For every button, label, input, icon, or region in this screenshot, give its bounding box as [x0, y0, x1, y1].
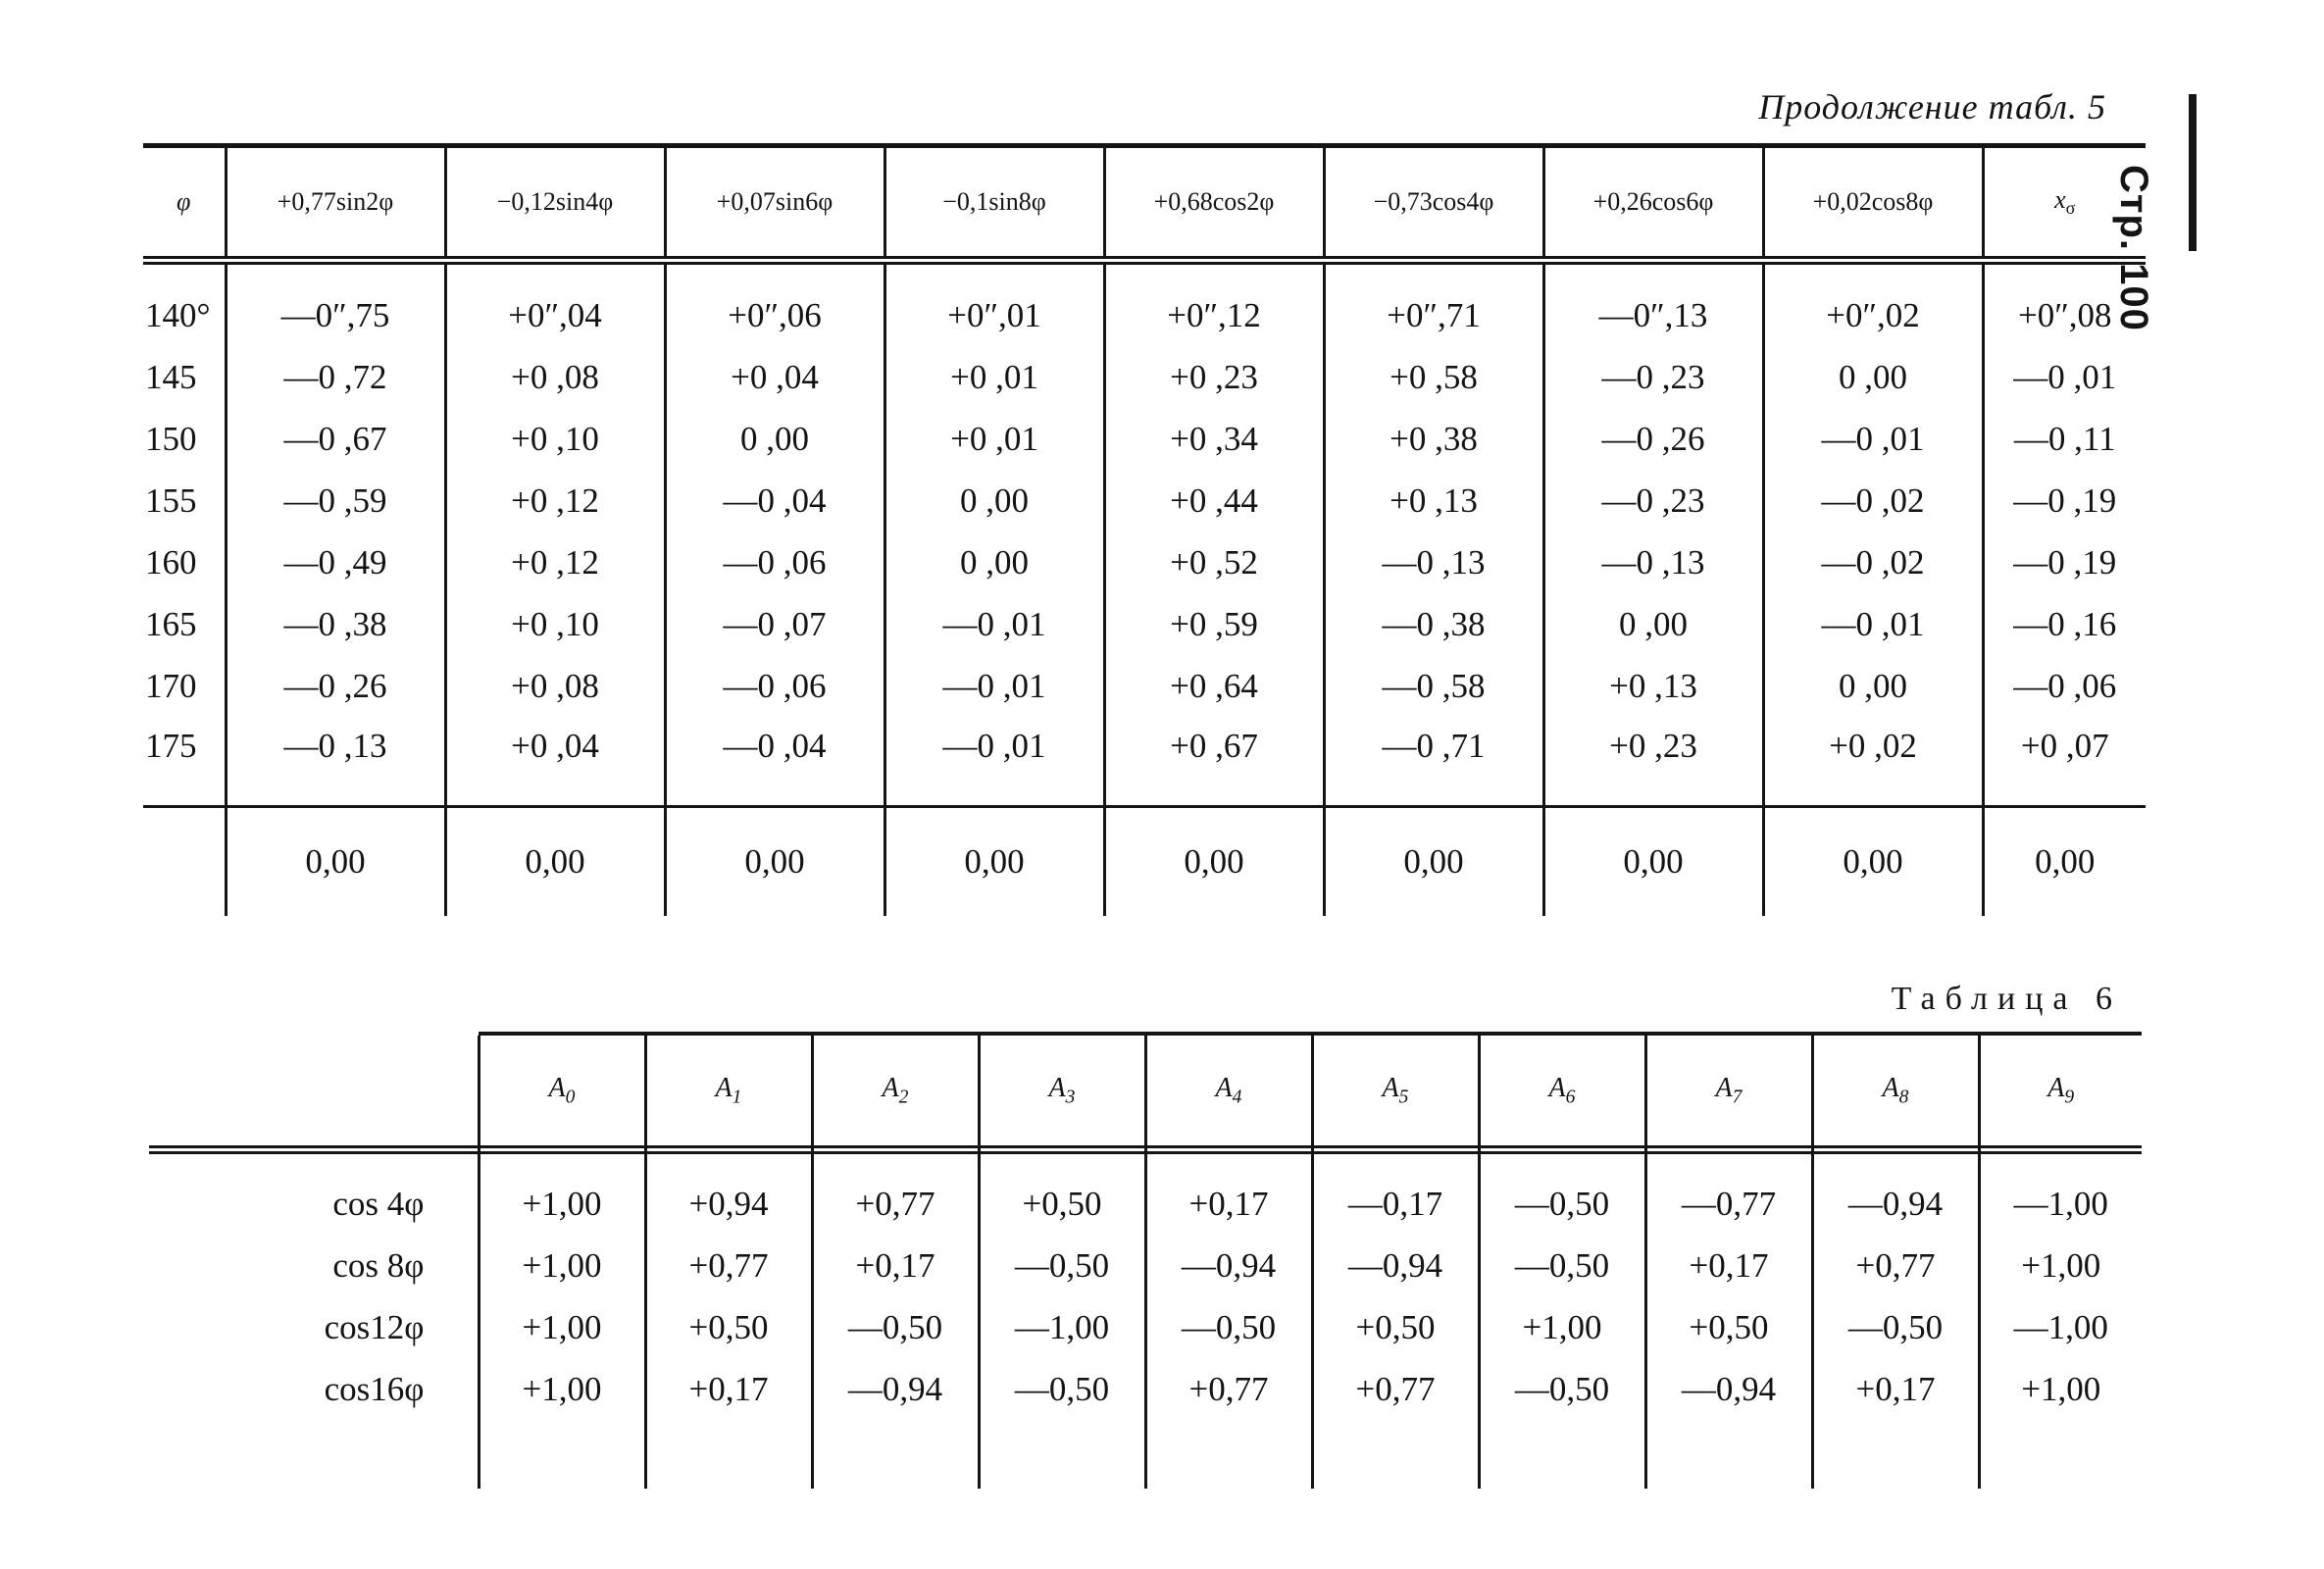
table5-header-cell: +0,07sin6φ: [665, 146, 884, 261]
table5-value-cell: 0 ,00: [884, 470, 1104, 531]
table6-value-cell: —0,17: [1312, 1145, 1479, 1235]
table5-value-cell: —0 ,01: [884, 655, 1104, 717]
table5-total-cell: 0,00: [665, 807, 884, 917]
table5-header-x: x: [2054, 184, 2066, 214]
table5-value-cell: +0 ,04: [665, 346, 884, 408]
table6-value-cell: +0,77: [645, 1235, 812, 1296]
table5-value-cell: —0 ,07: [665, 593, 884, 655]
table6-header-sub: 6: [1565, 1087, 1576, 1108]
table5-value-cell: —0 ,06: [1983, 655, 2146, 717]
table6-value-cell: —0,50: [1145, 1296, 1312, 1358]
table6-row-label: cos 4φ: [332, 1184, 425, 1223]
table6-empty-cell: [1979, 1420, 2142, 1489]
table6-value-cell: —0,50: [979, 1358, 1145, 1420]
table5-phi-cell: 160: [145, 542, 197, 582]
table5-value-cell: +0 ,13: [1324, 470, 1543, 531]
table5-value-cell: 0 ,00: [1763, 346, 1983, 408]
table5-header-cell: +0,26cos6φ: [1543, 146, 1763, 261]
table6-header-base: A: [1048, 1072, 1066, 1103]
table6-value-cell: —0,50: [1479, 1358, 1645, 1420]
table6-empty-cell: [149, 1420, 479, 1489]
table5-header-cell: −0,1sin8φ: [884, 146, 1104, 261]
table5-value-cell: +0″,08: [1983, 261, 2146, 347]
table5-total-cell: 0,00: [1104, 807, 1324, 917]
table5-value-cell: —0 ,11: [1983, 408, 2146, 470]
table6-value-cell: —0,94: [1812, 1145, 1979, 1235]
table5-value-cell: —0 ,13: [226, 717, 445, 807]
table6-header-cell: [1812, 1036, 1979, 1145]
table6-value-cell: +1,00: [1979, 1235, 2142, 1296]
table6-row-label: cos12φ: [324, 1307, 425, 1346]
table5-value-cell: —0 ,23: [1543, 346, 1763, 408]
table6-header-cell: [812, 1036, 979, 1145]
table5-value-cell: +0 ,67: [1104, 717, 1324, 807]
table5-value-cell: —0 ,13: [1543, 531, 1763, 593]
table5-value-cell: —0 ,06: [665, 655, 884, 717]
table5-value-cell: —0 ,26: [1543, 408, 1763, 470]
table5-phi-cell: 140°: [145, 295, 211, 334]
table5-total-cell: 0,00: [1983, 807, 2146, 917]
table5-phi-cell: 155: [145, 481, 197, 520]
table5-value-cell: —0 ,59: [226, 470, 445, 531]
table5-value-cell: —0″,13: [1543, 261, 1763, 347]
table5-value-cell: +0 ,38: [1324, 408, 1543, 470]
table5-row: [143, 717, 2146, 807]
table5-value-cell: +0 ,10: [445, 593, 665, 655]
table6-row-label: cos 8φ: [332, 1245, 425, 1285]
table6-header-cell: [1145, 1036, 1312, 1145]
table5-value-cell: +0 ,08: [445, 655, 665, 717]
table6-value-cell: +0,17: [812, 1235, 979, 1296]
table5-row: [143, 655, 2146, 717]
table5-value-cell: 0 ,00: [1763, 655, 1983, 717]
table6-empty-cell: [812, 1420, 979, 1489]
table5-value-cell: 0 ,00: [1543, 593, 1763, 655]
table5-value-cell: —0 ,01: [1763, 593, 1983, 655]
table6-header-cell: [645, 1036, 812, 1145]
table6-empty-cell: [645, 1420, 812, 1489]
table6-header-sub: 7: [1732, 1087, 1743, 1108]
table5-total-cell: 0,00: [1763, 807, 1983, 917]
table6-value-cell: +1,00: [479, 1358, 645, 1420]
table6-value-cell: +0,50: [979, 1145, 1145, 1235]
table5-value-cell: —0″,75: [226, 261, 445, 347]
table5-value-cell: —0 ,01: [884, 593, 1104, 655]
table6-header-cell: [1645, 1036, 1812, 1145]
table5-header-cell: φ: [143, 146, 226, 261]
table6-value-cell: +0,17: [1645, 1235, 1812, 1296]
table5-value-cell: +0 ,12: [445, 470, 665, 531]
page-number: Стр. 100: [2112, 165, 2155, 331]
table6-empty-cell: [1145, 1420, 1312, 1489]
table6-header-base: A: [715, 1072, 733, 1103]
table5-value-cell: —0 ,19: [1983, 531, 2146, 593]
table5-phi-cell: 150: [145, 419, 197, 458]
table6-header-cell: [1479, 1036, 1645, 1145]
table5-value-cell: —0 ,13: [1324, 531, 1543, 593]
table5-caption: Продолжение табл. 5: [1758, 87, 2106, 127]
table5-value-cell: +0″,12: [1104, 261, 1324, 347]
table6-value-cell: +1,00: [1979, 1358, 2142, 1420]
table5-header-cell: [1983, 146, 2146, 261]
table6-caption: Таблица 6: [1891, 981, 2122, 1017]
table6-value-cell: +0,77: [812, 1145, 979, 1235]
table6-header-sub: 2: [898, 1087, 909, 1108]
table6-empty-cell: [1812, 1420, 1979, 1489]
table5-value-cell: 0 ,00: [665, 408, 884, 470]
table5-value-cell: —0 ,01: [1763, 408, 1983, 470]
table5-value-cell: +0 ,64: [1104, 655, 1324, 717]
table5-phi-cell: 175: [145, 727, 197, 765]
table6: [149, 1036, 2142, 1489]
table5-value-cell: —0 ,06: [665, 531, 884, 593]
table6-value-cell: —0,50: [979, 1235, 1145, 1296]
table6-value-cell: +0,77: [1312, 1358, 1479, 1420]
table5-total-cell: 0,00: [1324, 807, 1543, 917]
table6-row: [149, 1235, 2142, 1296]
table6-empty-cell: [979, 1420, 1145, 1489]
table6-value-cell: —0,94: [812, 1358, 979, 1420]
table6-header-base: A: [1215, 1072, 1233, 1103]
table6-value-cell: +0,50: [1312, 1296, 1479, 1358]
table5-total-cell: 0,00: [445, 807, 665, 917]
table5-value-cell: —0 ,04: [665, 717, 884, 807]
table5-row: [143, 346, 2146, 408]
table6-header-sub: 9: [2064, 1087, 2075, 1108]
table5-value-cell: +0″,06: [665, 261, 884, 347]
table5-value-cell: —0 ,26: [226, 655, 445, 717]
table5-value-cell: +0 ,01: [884, 346, 1104, 408]
table6-header-sub: 8: [1898, 1087, 1909, 1108]
table6-header-cell: [479, 1036, 645, 1145]
table6-value-cell: +0,50: [1645, 1296, 1812, 1358]
table5-value-cell: +0 ,34: [1104, 408, 1324, 470]
table6-value-cell: +0,77: [1812, 1235, 1979, 1296]
table5-phi-cell: 145: [145, 357, 197, 396]
table6-header-base: A: [1382, 1072, 1399, 1103]
table6-header-sub: 3: [1065, 1087, 1076, 1108]
table5-value-cell: +0″,71: [1324, 261, 1543, 347]
table6-empty-cell: [479, 1420, 645, 1489]
table5-value-cell: +0 ,10: [445, 408, 665, 470]
table5-value-cell: —0 ,71: [1324, 717, 1543, 807]
table6-value-cell: —0,94: [1312, 1235, 1479, 1296]
table6-header-base: A: [1548, 1072, 1566, 1103]
table5-header-cell: +0,68cos2φ: [1104, 146, 1324, 261]
table6-value-cell: +0,17: [1812, 1358, 1979, 1420]
table5-value-cell: —0 ,01: [1983, 346, 2146, 408]
table5-value-cell: +0 ,08: [445, 346, 665, 408]
table6-row: [149, 1296, 2142, 1358]
table5-total-cell: 0,00: [884, 807, 1104, 917]
table5-value-cell: —0 ,38: [226, 593, 445, 655]
table6-value-cell: —0,50: [1812, 1296, 1979, 1358]
table5-value-cell: +0 ,52: [1104, 531, 1324, 593]
table5-row: [143, 470, 2146, 531]
table5-value-cell: —0 ,01: [884, 717, 1104, 807]
table6-header-sub: 0: [565, 1087, 576, 1108]
table6-value-cell: +1,00: [479, 1145, 645, 1235]
table6-header-sub: 5: [1398, 1087, 1409, 1108]
table6-row-label: cos16φ: [324, 1369, 425, 1408]
table5-value-cell: +0 ,12: [445, 531, 665, 593]
table6-empty-cell: [1312, 1420, 1479, 1489]
table6-row: [149, 1358, 2142, 1420]
table5-header-cell: −0,12sin4φ: [445, 146, 665, 261]
table5-value-cell: +0 ,23: [1543, 717, 1763, 807]
table5-header-cell: −0,73cos4φ: [1324, 146, 1543, 261]
table5-value-cell: +0 ,59: [1104, 593, 1324, 655]
table6-value-cell: —1,00: [979, 1296, 1145, 1358]
table5-phi-cell: 165: [145, 604, 197, 643]
table6-value-cell: +0,50: [645, 1296, 812, 1358]
table6-value-cell: +0,17: [1145, 1145, 1312, 1235]
table6-header-cell: [1312, 1036, 1479, 1145]
table5-value-cell: —0 ,16: [1983, 593, 2146, 655]
table5-value-cell: —0 ,04: [665, 470, 884, 531]
table5-value-cell: —0 ,58: [1324, 655, 1543, 717]
table6-header-sub: 4: [1232, 1087, 1242, 1108]
table6-value-cell: —1,00: [1979, 1145, 2142, 1235]
table6-value-cell: +1,00: [1479, 1296, 1645, 1358]
table5-row: [143, 408, 2146, 470]
table5-total-cell: 0,00: [1543, 807, 1763, 917]
table6-header-cell: [1979, 1036, 2142, 1145]
table5-value-cell: +0″,04: [445, 261, 665, 347]
table6-value-cell: +0,77: [1145, 1358, 1312, 1420]
table6-header-base: A: [1882, 1072, 1899, 1103]
table6-value-cell: +1,00: [479, 1235, 645, 1296]
table5-value-cell: +0 ,23: [1104, 346, 1324, 408]
table6-header-base: A: [1715, 1072, 1733, 1103]
table5-value-cell: +0 ,58: [1324, 346, 1543, 408]
table5-value-cell: +0 ,07: [1983, 717, 2146, 807]
table6-value-cell: —0,94: [1145, 1235, 1312, 1296]
table6-value-cell: +0,17: [645, 1358, 812, 1420]
table5-value-cell: +0 ,04: [445, 717, 665, 807]
table5-row: [143, 593, 2146, 655]
table6-empty-cell: [1645, 1420, 1812, 1489]
page-number-bar: [2189, 94, 2197, 251]
table6-value-cell: —0,94: [1645, 1358, 1812, 1420]
table5-value-cell: +0 ,44: [1104, 470, 1324, 531]
table5-total-cell: [143, 807, 226, 917]
table5-value-cell: —0 ,67: [226, 408, 445, 470]
table5-total-cell: 0,00: [226, 807, 445, 917]
table6-header-base: A: [548, 1072, 566, 1103]
table6-header-base: A: [882, 1072, 899, 1103]
table6-value-cell: —0,50: [812, 1296, 979, 1358]
table6-bottom-pad: [149, 1420, 2142, 1489]
table5-value-cell: 0 ,00: [884, 531, 1104, 593]
table5-row: [143, 261, 2146, 347]
table5-totals-row: [143, 807, 2146, 917]
table5-value-cell: +0 ,02: [1763, 717, 1983, 807]
table5: [143, 143, 2146, 916]
table5-value-cell: +0 ,01: [884, 408, 1104, 470]
table6-header-cell: [979, 1036, 1145, 1145]
table6-value-cell: +1,00: [479, 1296, 645, 1358]
table5-value-cell: —0 ,02: [1763, 531, 1983, 593]
table5-value-cell: —0 ,72: [226, 346, 445, 408]
table6-header-sub: 1: [732, 1087, 742, 1108]
table5-value-cell: —0 ,19: [1983, 470, 2146, 531]
table5-header-cell: +0,02cos8φ: [1763, 146, 1983, 261]
table6-value-cell: —0,77: [1645, 1145, 1812, 1235]
table5-value-cell: —0 ,23: [1543, 470, 1763, 531]
table6-value-cell: +0,94: [645, 1145, 812, 1235]
table6-value-cell: —0,50: [1479, 1145, 1645, 1235]
table5-value-cell: —0 ,49: [226, 531, 445, 593]
table5-row: [143, 531, 2146, 593]
table5-value-cell: +0 ,13: [1543, 655, 1763, 717]
table6-corner-cell: [149, 1036, 479, 1145]
table5-value-cell: +0″,02: [1763, 261, 1983, 347]
table5-header-sigma: σ: [2065, 198, 2076, 219]
table5-value-cell: +0″,01: [884, 261, 1104, 347]
table5-phi-cell: 170: [145, 666, 197, 705]
table6-empty-cell: [1479, 1420, 1645, 1489]
table6-row: [149, 1145, 2142, 1235]
table5-value-cell: —0 ,02: [1763, 470, 1983, 531]
table6-value-cell: —0,50: [1479, 1235, 1645, 1296]
table5-header-cell: +0,77sin2φ: [226, 146, 445, 261]
table6-value-cell: —1,00: [1979, 1296, 2142, 1358]
table5-value-cell: —0 ,38: [1324, 593, 1543, 655]
table6-header-base: A: [2047, 1072, 2065, 1103]
